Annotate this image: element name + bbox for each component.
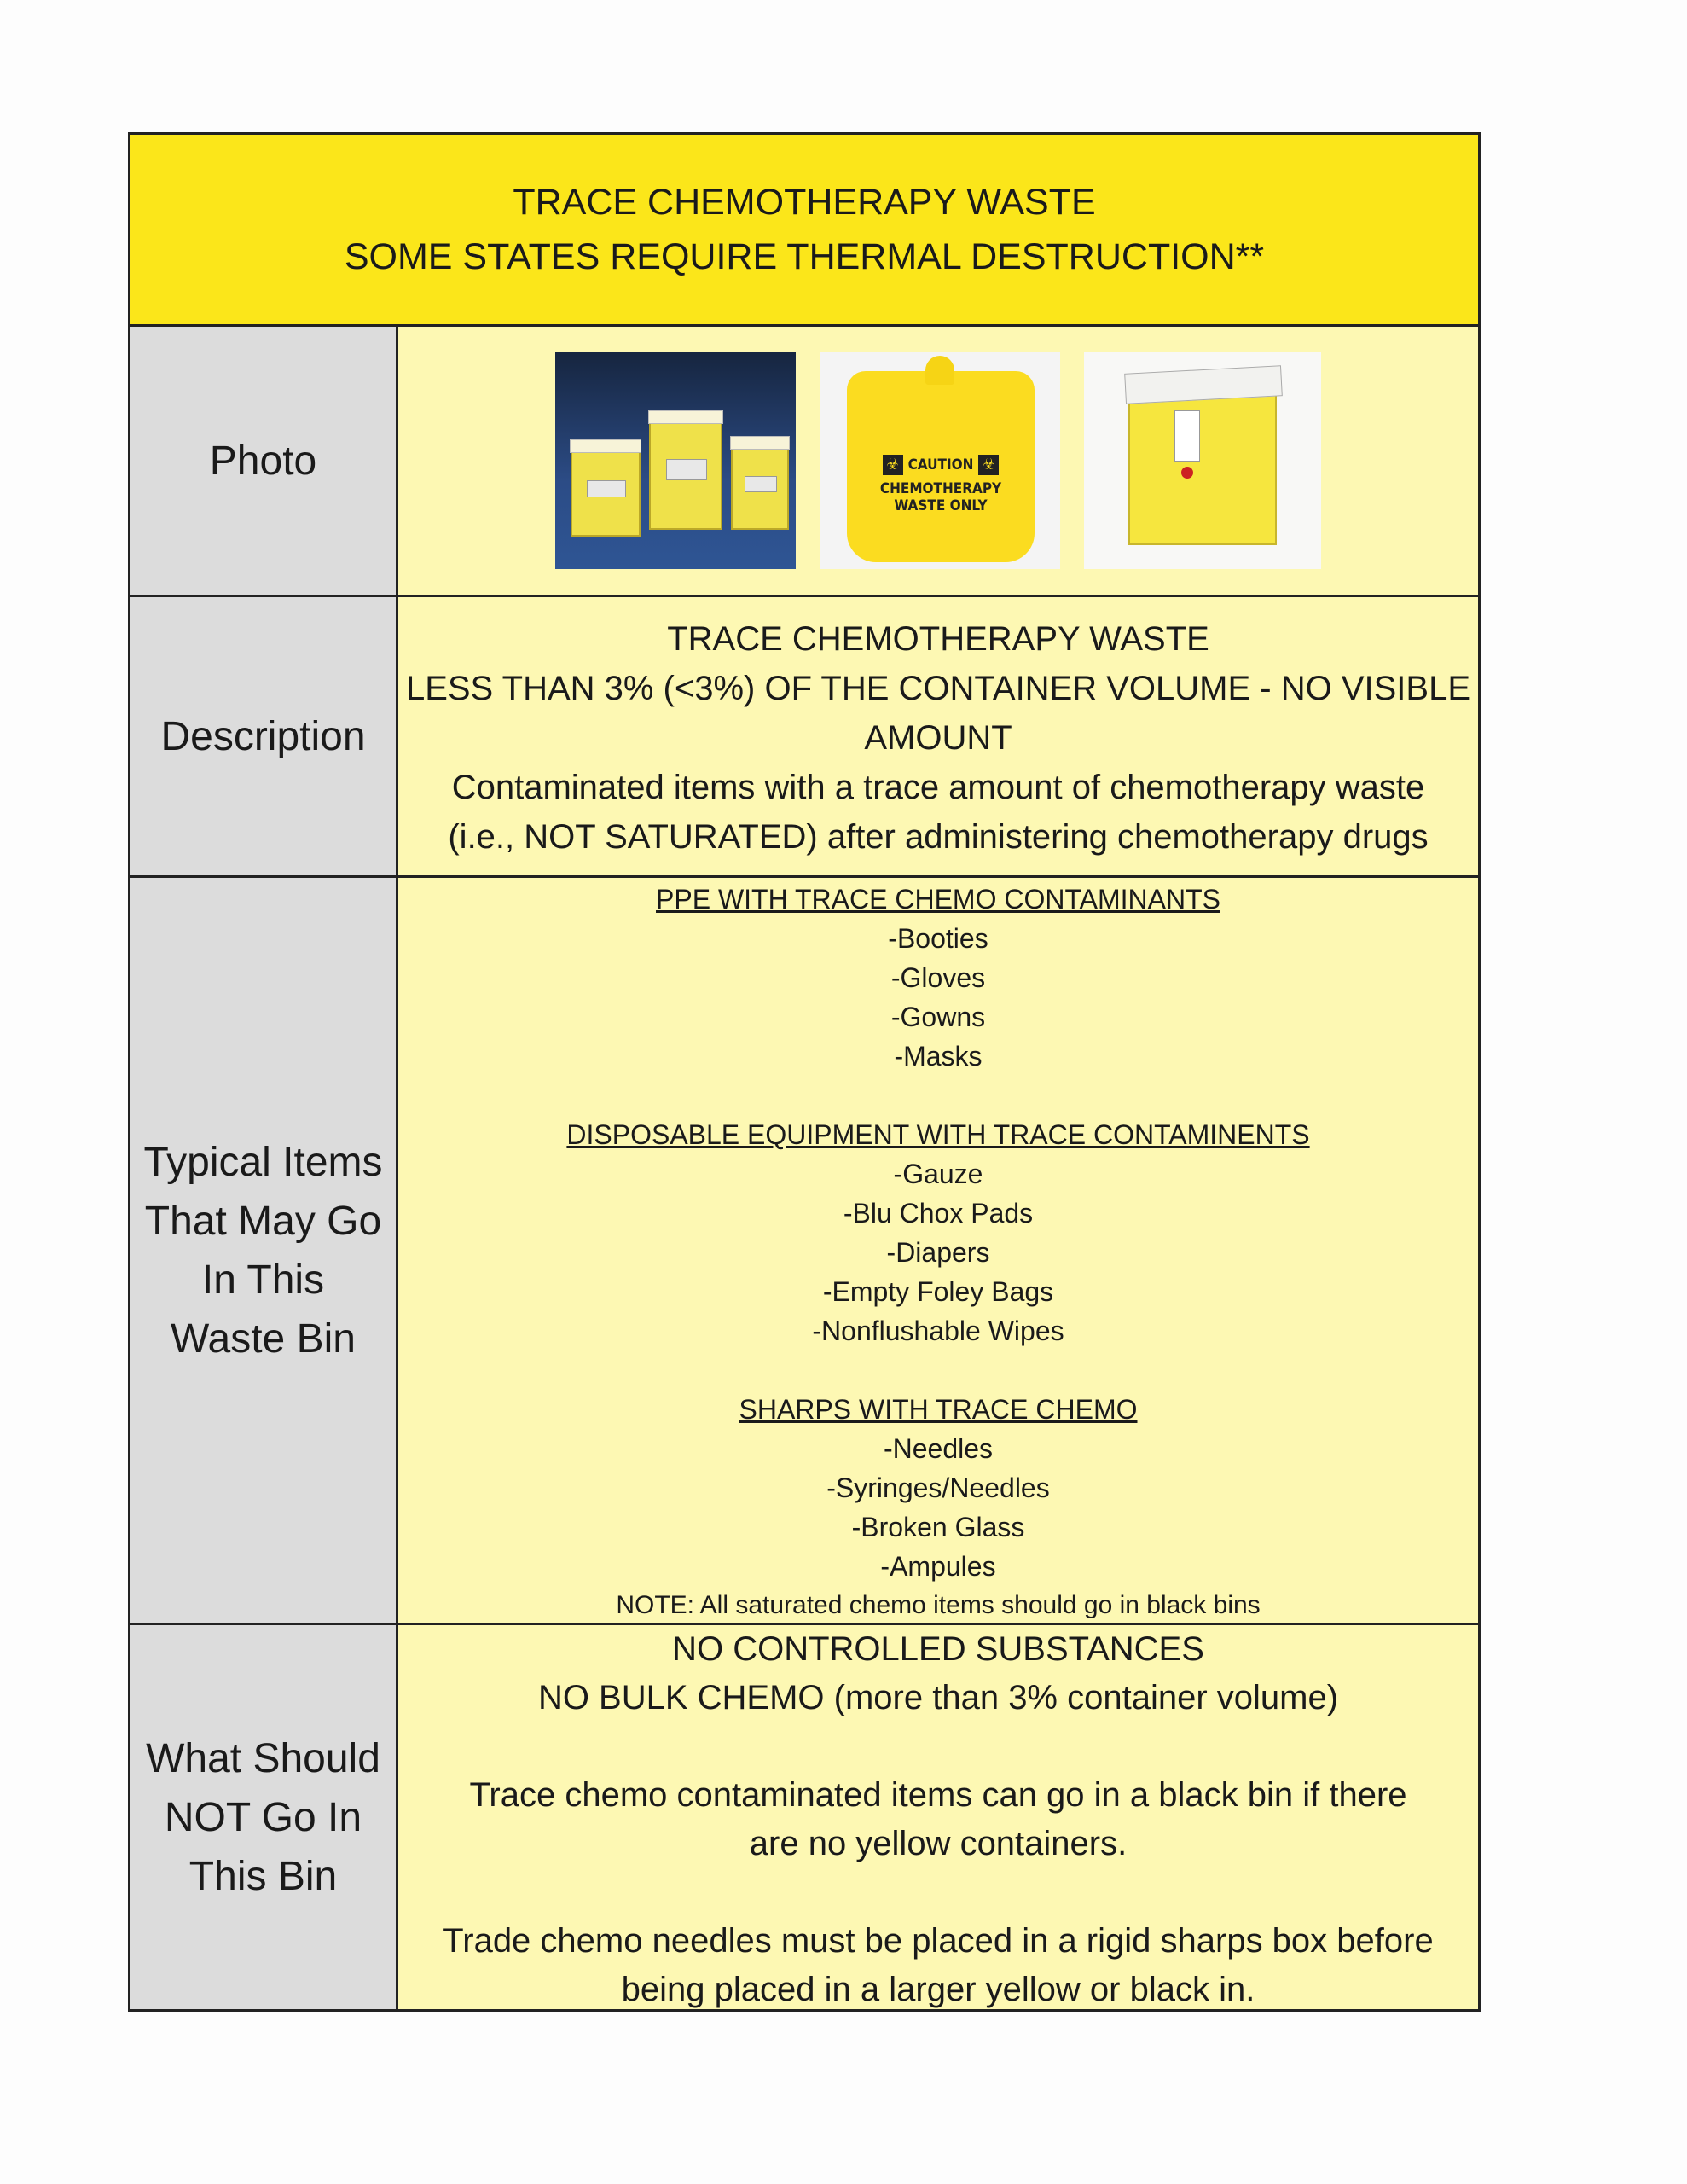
label-line: In This <box>201 1257 325 1303</box>
section-title: SHARPS WITH TRACE CHEMO <box>739 1394 1138 1425</box>
table-header <box>130 135 1478 327</box>
typical-items-row <box>130 878 1478 1625</box>
list-item: -Masks <box>894 1041 983 1072</box>
description-line: LESS THAN 3% (<3%) OF THE CONTAINER VOLUME - NO VISIBLE <box>405 670 1471 707</box>
sharps-container-photo <box>1084 352 1321 569</box>
biohazard-icon: ☣ <box>883 455 903 475</box>
photo-row <box>130 327 1478 597</box>
section-title: PPE WITH TRACE CHEMO CONTAMINANTS <box>656 884 1220 915</box>
header-subtitle: SOME STATES REQUIRE THERMAL DESTRUCTION** <box>344 236 1265 277</box>
list-item: -Gowns <box>890 1002 986 1032</box>
list-item: -Empty Foley Bags <box>822 1276 1054 1307</box>
photo-label: Photo <box>130 327 398 595</box>
typical-items-cell <box>398 878 1478 1623</box>
not-allowed-line: Trade chemo needles must be placed in a rigid sharps box before <box>443 1922 1434 1960</box>
not-allowed-line: are no yellow containers. <box>749 1825 1128 1862</box>
bag-text-line2: WASTE ONLY <box>894 497 988 514</box>
bag-caution-text: CAUTION <box>907 456 974 473</box>
label-line: What Should <box>146 1735 380 1781</box>
not-allowed-line: NO BULK CHEMO (more than 3% container volume) <box>537 1679 1339 1716</box>
container-bins-photo <box>555 352 796 569</box>
label-line: NOT Go In <box>164 1794 362 1840</box>
list-item: -Gloves <box>890 962 986 993</box>
description-line: TRACE CHEMOTHERAPY WASTE <box>667 620 1209 658</box>
section-title: DISPOSABLE EQUIPMENT WITH TRACE CONTAMINENTS <box>566 1119 1310 1150</box>
label-line: This Bin <box>188 1853 338 1899</box>
list-item: -Gauze <box>893 1159 983 1189</box>
list-item: -Ampules <box>880 1551 996 1582</box>
not-allowed-line: NO CONTROLLED SUBSTANCES <box>672 1630 1204 1668</box>
biohazard-icon: ☣ <box>978 455 999 475</box>
not-allowed-row <box>130 1625 1478 2009</box>
description-row <box>130 597 1478 878</box>
label-line: Waste Bin <box>171 1316 356 1362</box>
header-title: TRACE CHEMOTHERAPY WASTE <box>513 182 1096 223</box>
list-item: -Syringes/Needles <box>826 1472 1050 1503</box>
description-line: AMOUNT <box>864 719 1012 757</box>
description-line: Contaminated items with a trace amount of chemotherapy waste <box>451 769 1425 806</box>
description-line: (i.e., NOT SATURATED) after administering chemotherapy drugs <box>448 818 1429 856</box>
label-line: Typical Items <box>143 1139 383 1185</box>
description-cell <box>398 597 1478 875</box>
waste-info-table <box>128 132 1481 2012</box>
list-item: -Broken Glass <box>851 1512 1025 1542</box>
label-line: That May Go <box>144 1198 382 1244</box>
list-item: -Diapers <box>886 1237 990 1268</box>
description-label: Description <box>130 597 398 875</box>
items-note: NOTE: All saturated chemo items should go in black bins <box>616 1591 1261 1619</box>
list-item: -Booties <box>888 923 988 954</box>
not-allowed-line: Trace chemo contaminated items can go in a black bin if there <box>469 1776 1407 1814</box>
bag-text-line1: CHEMOTHERAPY <box>879 480 1002 497</box>
list-item: -Needles <box>883 1433 994 1464</box>
not-allowed-cell <box>398 1625 1478 2009</box>
typical-items-label <box>130 878 398 1623</box>
not-allowed-label <box>130 1625 398 2009</box>
photo-cell <box>398 327 1478 595</box>
chemo-waste-bag-photo <box>820 352 1060 569</box>
list-item: -Blu Chox Pads <box>843 1198 1034 1228</box>
list-item: -Nonflushable Wipes <box>812 1316 1064 1346</box>
not-allowed-line: being placed in a larger yellow or black in. <box>621 1971 1255 2008</box>
